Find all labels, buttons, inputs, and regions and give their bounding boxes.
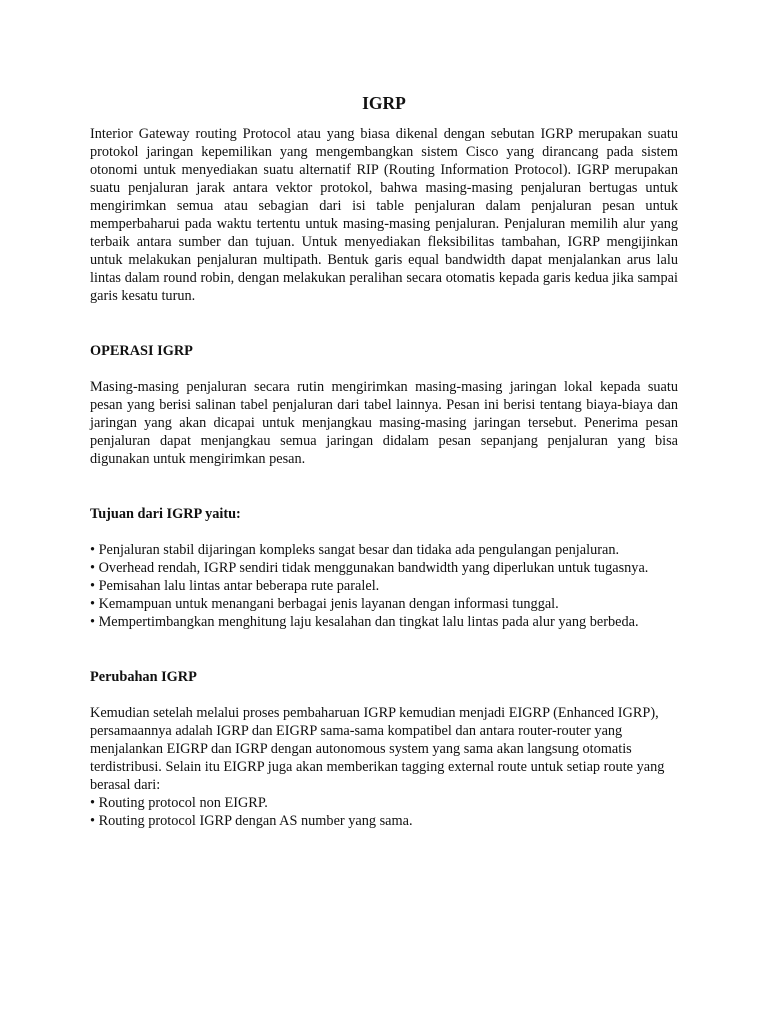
list-item-text: Routing protocol IGRP dengan AS number yang sama. [98, 813, 413, 829]
bullet-icon: • [90, 596, 96, 612]
document-page [90, 92, 678, 830]
list-item-text: Penjaluran stabil dijaringan kompleks sangat besar dan tidaka ada pengulangan penjaluran. [98, 542, 620, 558]
spacer [90, 360, 678, 378]
operasi-paragraph: Masing-masing penjaluran secara rutin mengirimkan masing-masing jaringan lokal kepada suatu pesan yang berisi salinan tabel penjaluran dari tabel lainnya. Pesan ini berisi tentang biaya-biaya dan jaringan yang akan dicapai untuk menjangkau masing-masing jaringan tersebut. Penerima pesan penjaluran dapat menjangkau semua jaringan didalam pesan sepanjang penjaluran yang bisa digunakan untuk mengirimkan pesan. [90, 379, 678, 467]
spacer [90, 523, 678, 541]
list-item [90, 541, 678, 559]
bullet-icon: • [90, 795, 96, 811]
bullet-icon: • [90, 542, 96, 558]
bullet-icon: • [90, 614, 96, 630]
list-item-text: Overhead rendah, IGRP sendiri tidak menggunakan bandwidth yang diperlukan untuk tugasnya. [98, 560, 649, 576]
spacer [90, 631, 678, 668]
list-item-text: Pemisahan lalu lintas antar beberapa rute paralel. [98, 578, 380, 594]
spacer [90, 468, 678, 505]
list-item [90, 559, 678, 577]
list-item-text: Routing protocol non EIGRP. [98, 795, 268, 811]
intro-paragraph: Interior Gateway routing Protocol atau yang biasa dikenal dengan sebutan IGRP merupakan suatu protokol jaringan kepemilikan yang mengembangkan sistem Cisco yang dirancang pada sistem otonomi untuk menyediakan suatu alternatif RIP (Routing Information Protocol). IGRP merupakan suatu penjaluran jarak antara vektor protokol, bahwa masing-masing penjaluran bertugas untuk mengirimkan semua atau sebagian dari isi table penjaluran dalam penjaluran pesan untuk memperbaharui pada waktu tertentu untuk masing-masing penjaluran. Penjaluran memilih alur yang terbaik antara sumber dan tujuan. Untuk menyediakan fleksibilitas tambahan, IGRP mengijinkan untuk melakukan penjaluran multipath. Bentuk garis equal bandwidth dapat menjalankan arus lalu lintas dalam round robin, dengan melakukan peralihan secara otomatis kepada garis kedua jika sampai garis kesatu turun. [90, 126, 678, 304]
document-title: IGRP [362, 93, 406, 113]
bullet-icon: • [90, 560, 96, 576]
list-item-text: Kemampuan untuk menangani berbagai jenis layanan dengan informasi tunggal. [98, 596, 559, 612]
list-item-text: Mempertimbangkan menghitung laju kesalahan dan tingkat lalu lintas pada alur yang berbeda. [98, 614, 639, 630]
section-heading-perubahan: Perubahan IGRP [90, 669, 197, 685]
perubahan-list [90, 794, 678, 830]
list-item [90, 812, 678, 830]
spacer [90, 686, 678, 704]
list-item [90, 577, 678, 595]
bullet-icon: • [90, 813, 96, 829]
section-heading-operasi: OPERASI IGRP [90, 343, 193, 359]
list-item [90, 595, 678, 613]
list-item [90, 613, 678, 631]
perubahan-paragraph: Kemudian setelah melalui proses pembaharuan IGRP kemudian menjadi EIGRP (Enhanced IGRP), persamaannya adalah IGRP dan EIGRP sama-sama kompatibel dan antara router-router yang menjalankan EIGRP dan IGRP dengan autonomous system yang sama akan langsung otomatis terdistribusi. Selain itu EIGRP juga akan memberikan tagging external route untuk setiap route yang berasal dari: [90, 705, 665, 793]
tujuan-list [90, 541, 678, 631]
section-heading-tujuan: Tujuan dari IGRP yaitu: [90, 506, 241, 522]
spacer [90, 305, 678, 342]
bullet-icon: • [90, 578, 96, 594]
list-item [90, 794, 678, 812]
